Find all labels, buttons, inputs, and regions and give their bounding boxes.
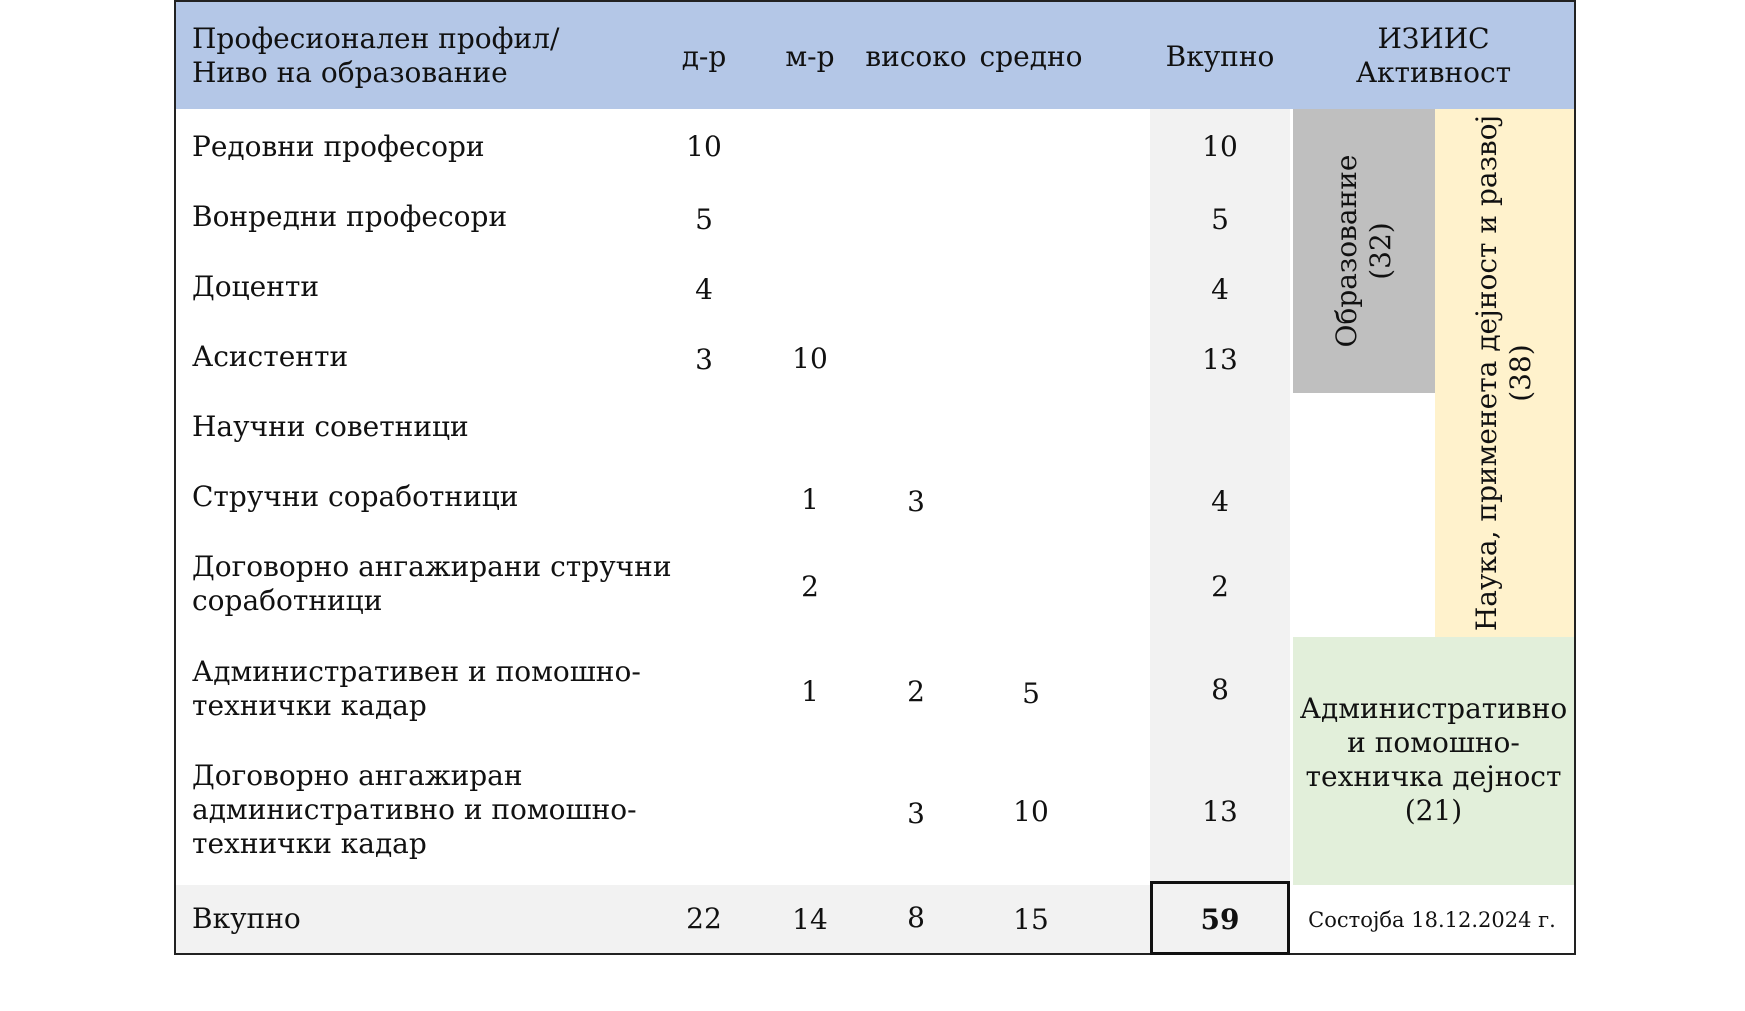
status-date: Состојба 18.12.2024 г.	[1308, 908, 1556, 932]
header-sredno: средно	[979, 40, 1083, 73]
row-label-line: Договорно ангажиран	[192, 759, 523, 792]
cell-mr: 1	[801, 675, 819, 708]
cell-mr: 2	[801, 570, 819, 603]
cell-visoko: 2	[907, 675, 925, 708]
education-label	[1330, 111, 1398, 391]
row-label-line: административно и помошно-	[192, 793, 637, 826]
header-mr: м-р	[785, 40, 835, 73]
cell-vkupno: 13	[1202, 795, 1238, 828]
header-profile-line1: Професионален профил/	[192, 22, 560, 55]
header-izius-line2: Активност	[1355, 56, 1512, 89]
education-label-line1: Образование	[1330, 154, 1363, 348]
row-label-line: Административен и помошно-	[192, 655, 641, 688]
admin-label-line4: (21)	[1404, 794, 1463, 827]
header-dr: д-р	[681, 40, 727, 73]
row-label	[192, 759, 712, 861]
cell-vkupno: 4	[1211, 273, 1229, 306]
science-label-line2: (38)	[1504, 344, 1537, 402]
header-visoko: високо	[865, 40, 967, 73]
footer-mr: 14	[792, 903, 828, 936]
row-label: Научни советници	[192, 410, 469, 443]
cell-vkupno: 13	[1202, 343, 1238, 376]
cell-mr: 10	[792, 342, 828, 375]
header-izius-line1: ИЗИИС	[1377, 22, 1490, 55]
science-label-line1: Наука, применета дејност и развој	[1470, 114, 1503, 632]
footer-label: Вкупно	[192, 902, 301, 935]
cell-sredno: 5	[1022, 677, 1040, 710]
cell-vkupno: 5	[1211, 203, 1229, 236]
cell-dr: 10	[686, 130, 722, 163]
cell-dr: 4	[695, 273, 713, 306]
row-label	[192, 550, 712, 618]
admin-label-line1: Административно	[1299, 692, 1568, 725]
admin-label-line2: и помошно-	[1347, 726, 1520, 759]
row-label-line: Договорно ангажирани стручни	[192, 550, 672, 583]
cell-mr: 1	[801, 483, 819, 516]
row-label-line: технички кадар	[192, 827, 427, 860]
footer-grand-total: 59	[1200, 903, 1240, 936]
footer-sredno: 15	[1013, 903, 1049, 936]
admin-label	[1293, 692, 1574, 828]
row-label: Стручни соработници	[192, 480, 519, 513]
row-label: Доценти	[192, 270, 320, 303]
cell-vkupno: 8	[1211, 673, 1229, 706]
admin-label-line3: техничка дејност	[1305, 760, 1562, 793]
footer-dr: 22	[686, 902, 722, 935]
row-label-line: соработници	[192, 584, 383, 617]
cell-dr: 5	[695, 203, 713, 236]
cell-visoko: 3	[907, 485, 925, 518]
cell-visoko: 3	[907, 797, 925, 830]
header-profile	[192, 22, 559, 90]
cell-vkupno: 2	[1211, 570, 1229, 603]
cell-sredno: 10	[1013, 795, 1049, 828]
row-label-line: технички кадар	[192, 689, 427, 722]
row-label: Редовни професори	[192, 130, 485, 163]
science-label	[1470, 78, 1538, 668]
cell-vkupno: 4	[1211, 485, 1229, 518]
row-label: Вонредни професори	[192, 200, 508, 233]
cell-vkupno: 10	[1202, 130, 1238, 163]
header-profile-line2: Ниво на образование	[192, 56, 508, 89]
staff-table	[174, 0, 1576, 955]
row-label	[192, 655, 712, 723]
header-vkupno: Вкупно	[1165, 40, 1275, 73]
row-label: Асистенти	[192, 340, 349, 373]
cell-dr: 3	[695, 343, 713, 376]
footer-visoko: 8	[907, 901, 925, 934]
education-label-line2: (32)	[1364, 222, 1397, 280]
